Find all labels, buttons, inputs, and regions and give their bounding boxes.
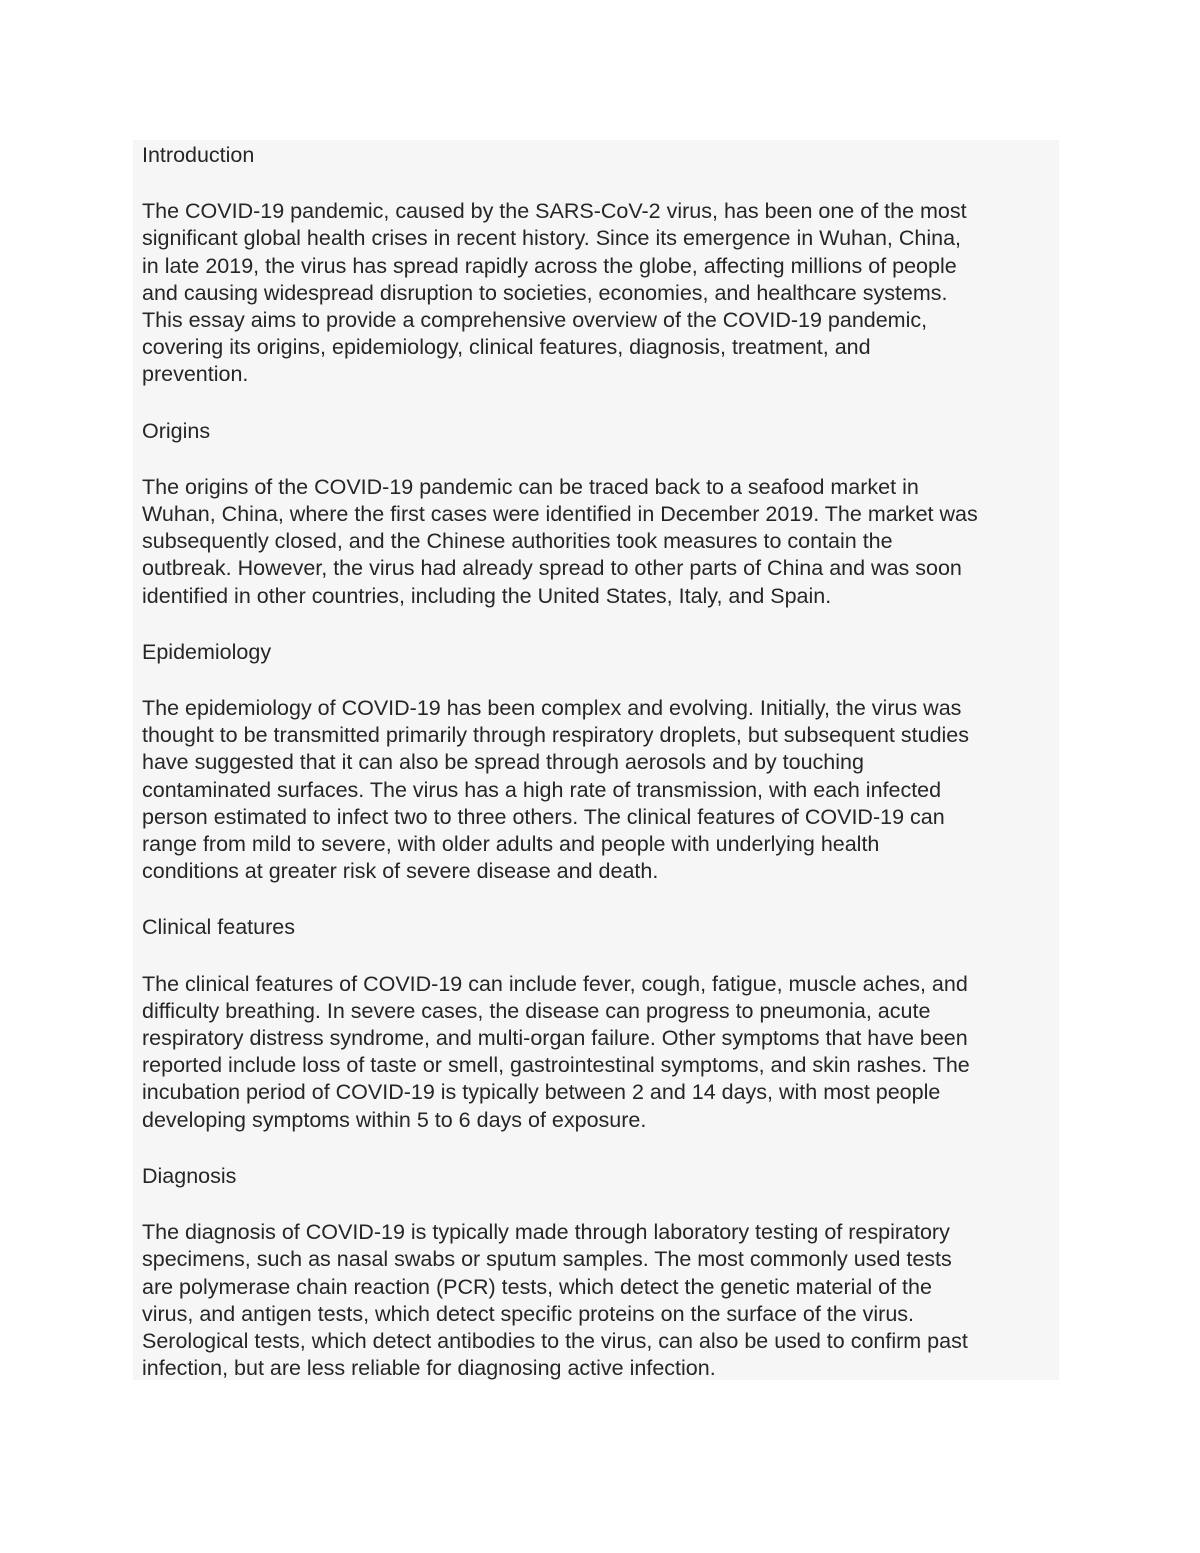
section-paragraph-epidemiology	[142, 695, 1051, 885]
text-line: difficulty breathing. In severe cases, the disease can progress to pneumonia, acute	[142, 998, 931, 1023]
text-line: Wuhan, China, where the first cases were identified in December 2019. The market was	[142, 502, 978, 527]
text-line: This essay aims to provide a comprehensive overview of the COVID-19 pandemic,	[142, 308, 928, 333]
essay-text-block	[133, 140, 1059, 1380]
text-line: outbreak. However, the virus had already spread to other parts of China and was soon	[142, 556, 962, 581]
section-paragraph-origins	[142, 474, 1051, 610]
spacer	[142, 389, 1051, 418]
text-line: The epidemiology of COVID-19 has been complex and evolving. Initially, the virus was	[142, 696, 962, 721]
text-line: virus, and antigen tests, which detect specific proteins on the surface of the virus.	[142, 1301, 915, 1326]
spacer	[142, 1134, 1051, 1163]
text-line: The clinical features of COVID-19 can include fever, cough, fatigue, muscle aches, and	[142, 971, 968, 996]
text-line: incubation period of COVID-19 is typically between 2 and 14 days, with most people	[142, 1080, 941, 1105]
spacer	[142, 942, 1051, 971]
text-line: covering its origins, epidemiology, clinical features, diagnosis, treatment, and	[142, 335, 871, 360]
section-heading-epidemiology: Epidemiology	[142, 639, 272, 664]
section-paragraph-diagnosis	[142, 1219, 1051, 1382]
text-line: respiratory distress syndrome, and multi-organ failure. Other symptoms that have been	[142, 1026, 968, 1051]
text-line: and causing widespread disruption to societies, economies, and healthcare systems.	[142, 280, 948, 305]
text-line: range from mild to severe, with older adults and people with underlying health	[142, 832, 880, 857]
text-line: infection, but are less reliable for diagnosing active infection.	[142, 1356, 716, 1381]
spacer	[142, 610, 1051, 639]
section-paragraph-introduction	[142, 198, 1051, 388]
text-line: contaminated surfaces. The virus has a high rate of transmission, with each infected	[142, 777, 942, 802]
spacer	[142, 885, 1051, 914]
text-line: subsequently closed, and the Chinese authorities took measures to contain the	[142, 529, 893, 554]
section-paragraph-clinical-features	[142, 971, 1051, 1134]
section-heading-origins: Origins	[142, 418, 211, 443]
text-line: thought to be transmitted primarily through respiratory droplets, but subsequent studies	[142, 723, 970, 748]
spacer	[142, 1190, 1051, 1219]
text-line: conditions at greater risk of severe disease and death.	[142, 859, 659, 884]
text-line: The diagnosis of COVID-19 is typically made through laboratory testing of respiratory	[142, 1220, 950, 1245]
text-line: specimens, such as nasal swabs or sputum samples. The most commonly used tests	[142, 1247, 952, 1272]
text-line: The origins of the COVID-19 pandemic can be traced back to a seafood market in	[142, 474, 919, 499]
text-line: The COVID-19 pandemic, caused by the SARS-CoV-2 virus, has been one of the most	[142, 199, 967, 224]
spacer	[142, 445, 1051, 474]
text-line: developing symptoms within 5 to 6 days of exposure.	[142, 1107, 647, 1132]
spacer	[142, 666, 1051, 695]
text-line: Serological tests, which detect antibodies to the virus, can also be used to confirm past	[142, 1328, 968, 1353]
text-line: prevention.	[142, 362, 249, 387]
section-heading-clinical-features: Clinical features	[142, 915, 295, 940]
text-line: identified in other countries, including the United States, Italy, and Spain.	[142, 583, 832, 608]
text-line: significant global health crises in recent history. Since its emergence in Wuhan, China,	[142, 226, 962, 251]
section-heading-introduction: Introduction	[142, 143, 255, 167]
text-line: are polymerase chain reaction (PCR) tests, which detect the genetic material of the	[142, 1274, 932, 1299]
text-line: reported include loss of taste or smell, gastrointestinal symptoms, and skin rashes. The	[142, 1053, 970, 1078]
spacer	[142, 169, 1051, 198]
text-line: have suggested that it can also be spread through aerosols and by touching	[142, 750, 864, 775]
text-line: person estimated to infect two to three others. The clinical features of COVID-19 can	[142, 804, 945, 829]
text-line: in late 2019, the virus has spread rapidly across the globe, affecting millions of people	[142, 253, 957, 278]
section-heading-diagnosis: Diagnosis	[142, 1163, 237, 1188]
